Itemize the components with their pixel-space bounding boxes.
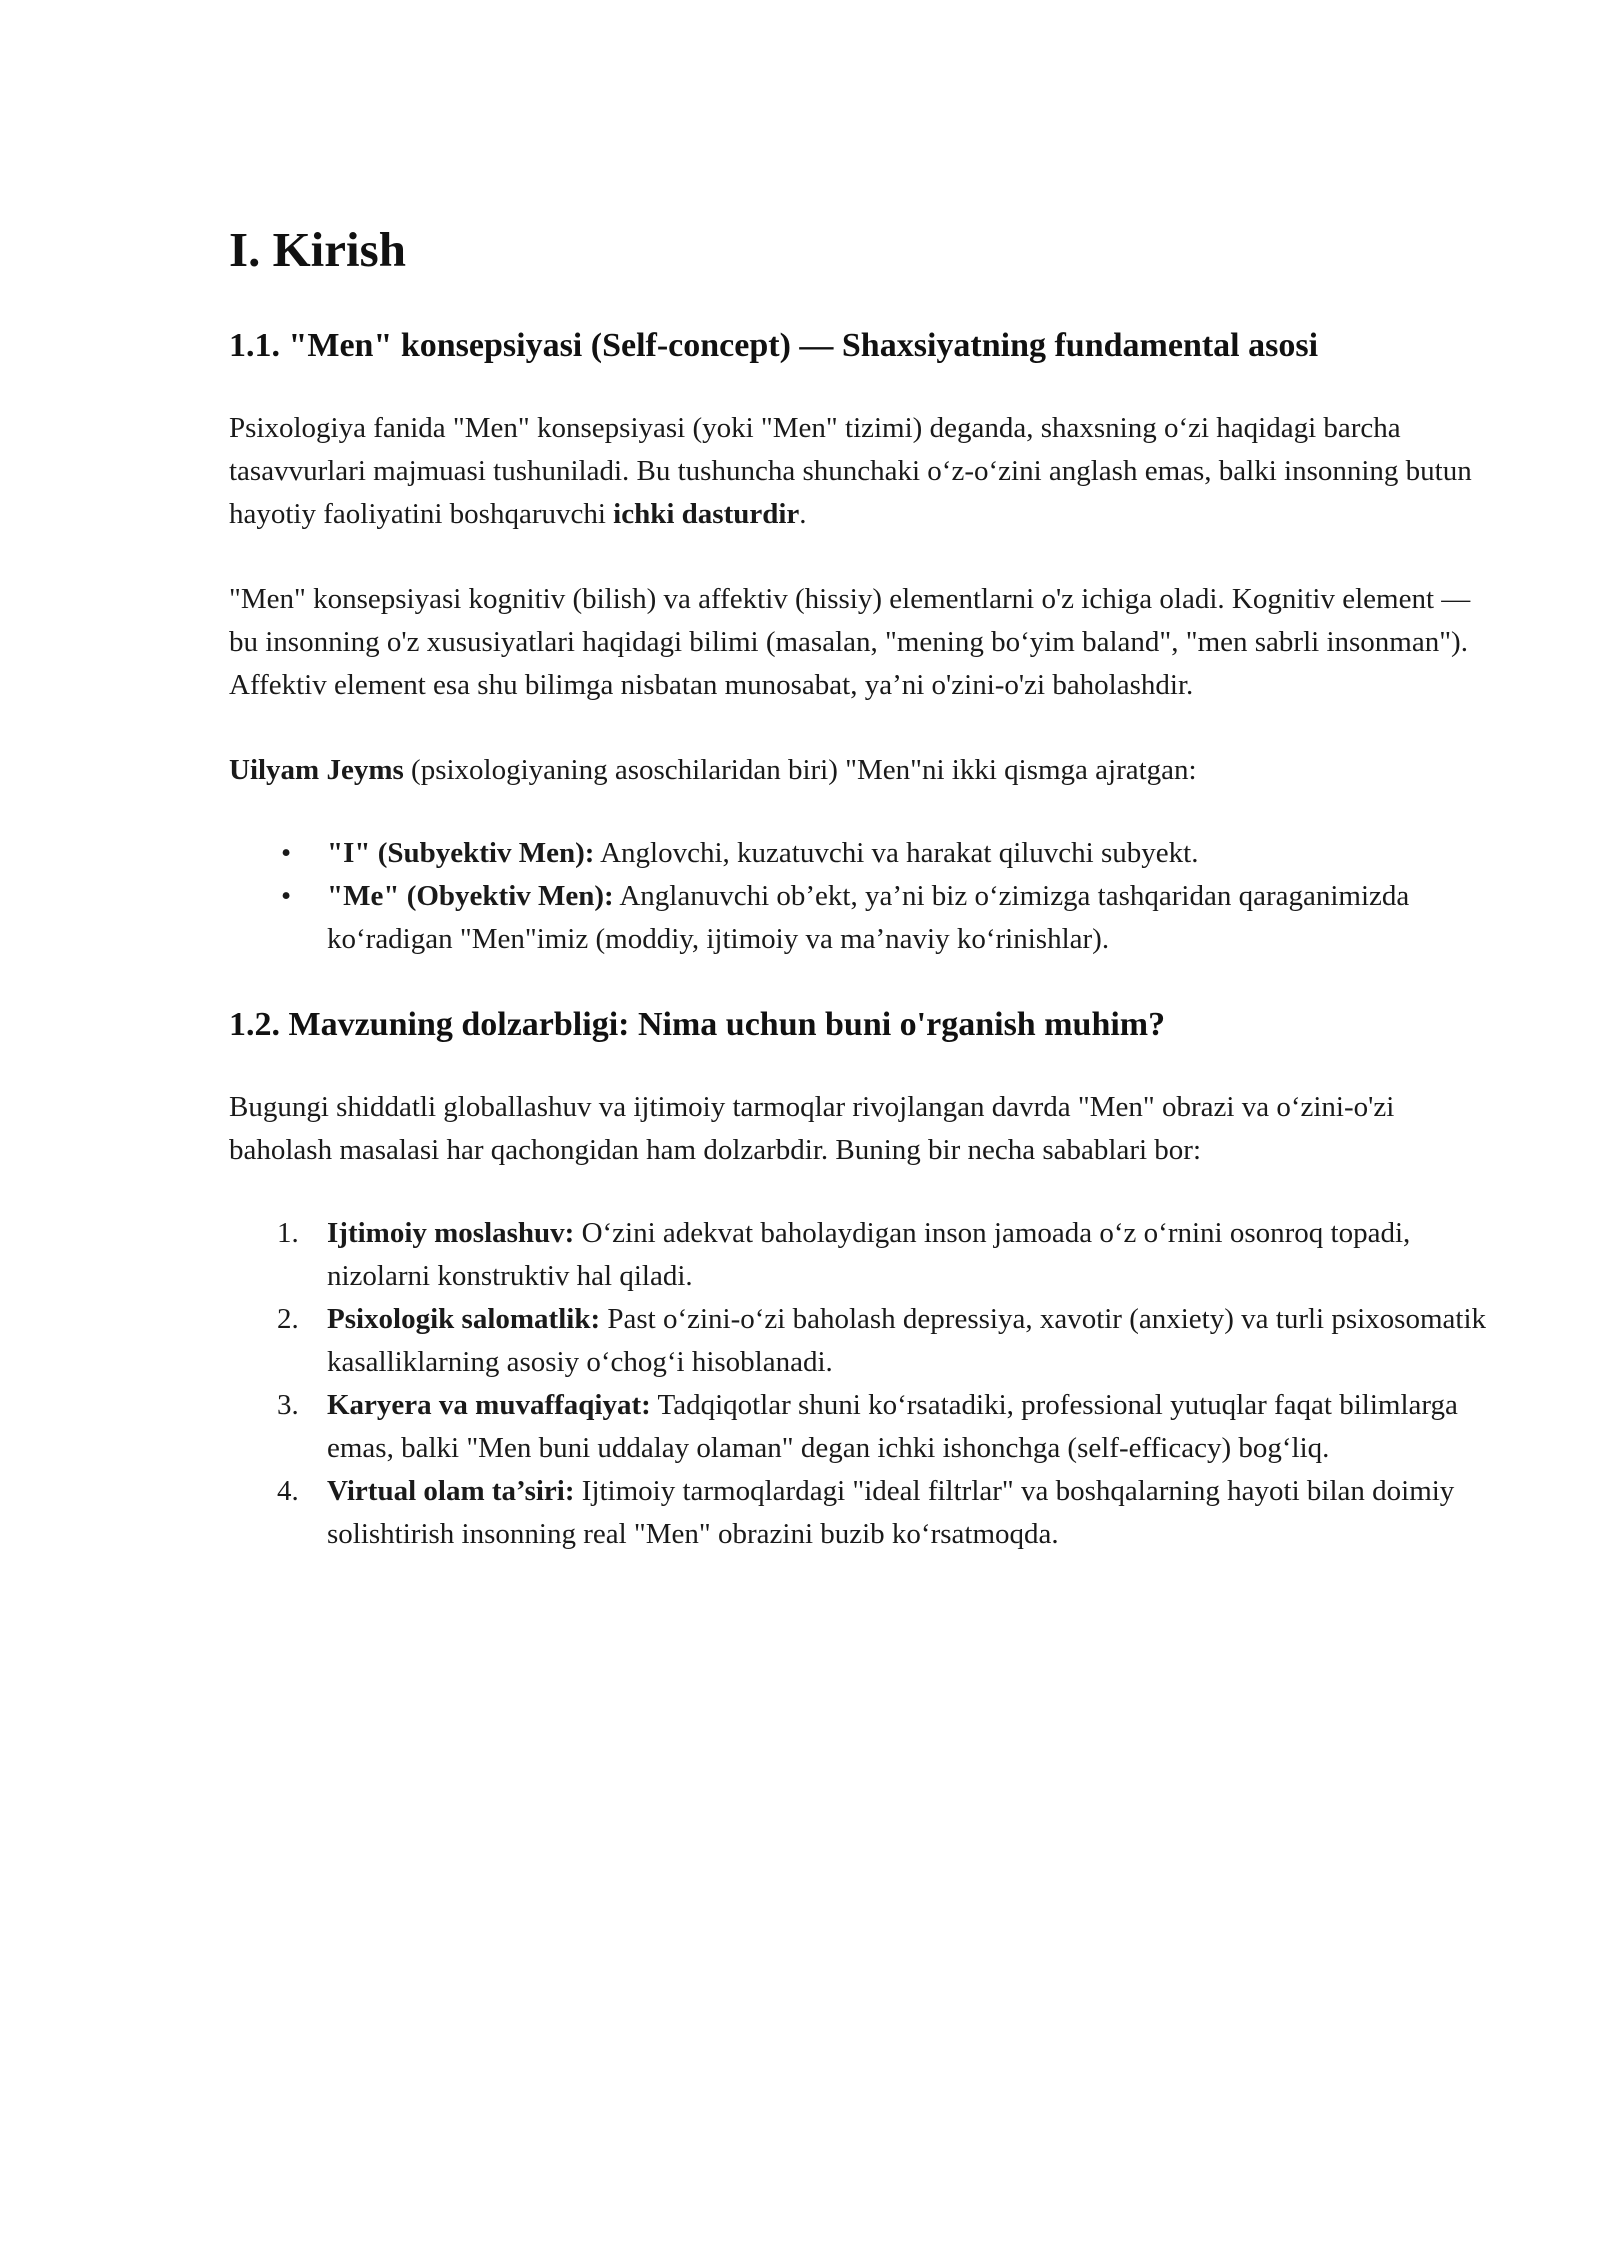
list-item-term: "I" (Subyektiv Men): — [327, 837, 595, 870]
list-item-term: Karyera va muvaffaqiyat: — [327, 1388, 651, 1421]
bullet-list — [229, 832, 1489, 961]
list-number: 3. — [277, 1388, 299, 1421]
paragraph-william-james — [229, 749, 1489, 792]
bullet-icon: • — [281, 880, 292, 913]
list-item-text: Tadqiqotlar shuni ko‘rsatadiki, professional yutuqlar faqat bilimlarga emas, balki "Men buni uddalay olaman" degan ichki ishonchga (self-efficacy) bog‘liq. — [327, 1388, 1458, 1464]
list-item — [229, 832, 1489, 875]
list-item-text: Anglanuvchi ob’ekt, ya’ni biz o‘zimizga tashqaridan qaraganimizda ko‘radigan "Men"imiz (moddiy, ijtimoiy va ma’naviy ko‘rinishlar). — [327, 880, 1410, 956]
list-item-term: "Me" (Obyektiv Men): — [327, 880, 614, 913]
bullet-icon: • — [281, 837, 292, 870]
list-item — [229, 1298, 1489, 1384]
bold-name: Uilyam Jeyms — [229, 754, 404, 787]
list-item-term: Virtual olam ta’siri: — [327, 1474, 575, 1507]
paragraph-cognitive-affective: "Men" konsepsiyasi kognitiv (bilish) va affektiv (hissiy) elementlarni o'z ichiga oladi. Kognitiv element — bu insonning o'z xususiyatlari haqidagi bilimi (masalan, "mening bo‘yim baland", "men sabrli insonman"). Affektiv element esa shu bilimga nisbatan munosabat, ya’ni o'zini-o'zi baholashdir. — [229, 583, 1471, 702]
paragraph-relevance-intro: Bugungi shiddatli globallashuv va ijtimoiy tarmoqlar rivojlangan davrda "Men" obrazi va o‘zini-o'zi baholash masalasi har qachongidan ham dolzarbdir. Buning bir necha sabablari bor: — [229, 1090, 1395, 1166]
paragraph-self-concept-definition — [229, 407, 1489, 536]
chapter-heading: I. Kirish — [229, 222, 406, 277]
list-item-text: Anglovchi, kuzatuvchi va harakat qiluvchi subyekt. — [594, 837, 1199, 870]
section-2-title: 1.2. Mavzuning dolzarbligi: Nima uchun buni o'rganish muhim? — [229, 1006, 1166, 1044]
list-item-text: Past o‘zini-o‘zi baholash depressiya, xavotir (anxiety) va turli psixosomatik kasalliklarning asosiy o‘chog‘i hisoblanadi. — [327, 1302, 1487, 1378]
list-number: 1. — [277, 1216, 299, 1249]
section-1-title: 1.1. "Men" konsepsiyasi (Self-concept) — Shaxsiyatning fundamental asosi — [229, 327, 1319, 365]
list-item-term: Ijtimoiy moslashuv: — [327, 1216, 575, 1249]
list-item — [229, 875, 1489, 961]
numbered-list — [229, 1212, 1489, 1556]
paragraph-text: Psixologiya fanida "Men" konsepsiyasi (yoki "Men" tizimi) deganda, shaxsning o‘zi haqidagi barcha tasavvurlari majmuasi tushuniladi. Bu tushuncha shunchaki o‘z-o‘zini anglash emas, balki insonning butun hayotiy faoliyatini boshqaruvchi — [229, 412, 1472, 531]
list-item-text: O‘zini adekvat baholaydigan inson jamoada o‘z o‘rnini osonroq topadi, nizolarni konstruktiv hal qiladi. — [327, 1216, 1411, 1292]
list-number: 2. — [277, 1302, 299, 1335]
paragraph-end: . — [799, 498, 807, 531]
list-item — [229, 1384, 1489, 1470]
list-item — [229, 1470, 1489, 1556]
list-item — [229, 1212, 1489, 1298]
list-item-text: Ijtimoiy tarmoqlardagi "ideal filtrlar" va boshqalarning hayoti bilan doimiy solishtirish insonning real "Men" obrazini buzib ko‘rsatmoqda. — [327, 1474, 1455, 1550]
bold-term: ichki dasturdir — [613, 498, 800, 531]
list-number: 4. — [277, 1474, 299, 1507]
paragraph-text: (psixologiyaning asoschilaridan biri) "Men"ni ikki qismga ajratgan: — [403, 754, 1197, 787]
document-content — [229, 222, 1489, 1556]
list-item-term: Psixologik salomatlik: — [327, 1302, 601, 1335]
